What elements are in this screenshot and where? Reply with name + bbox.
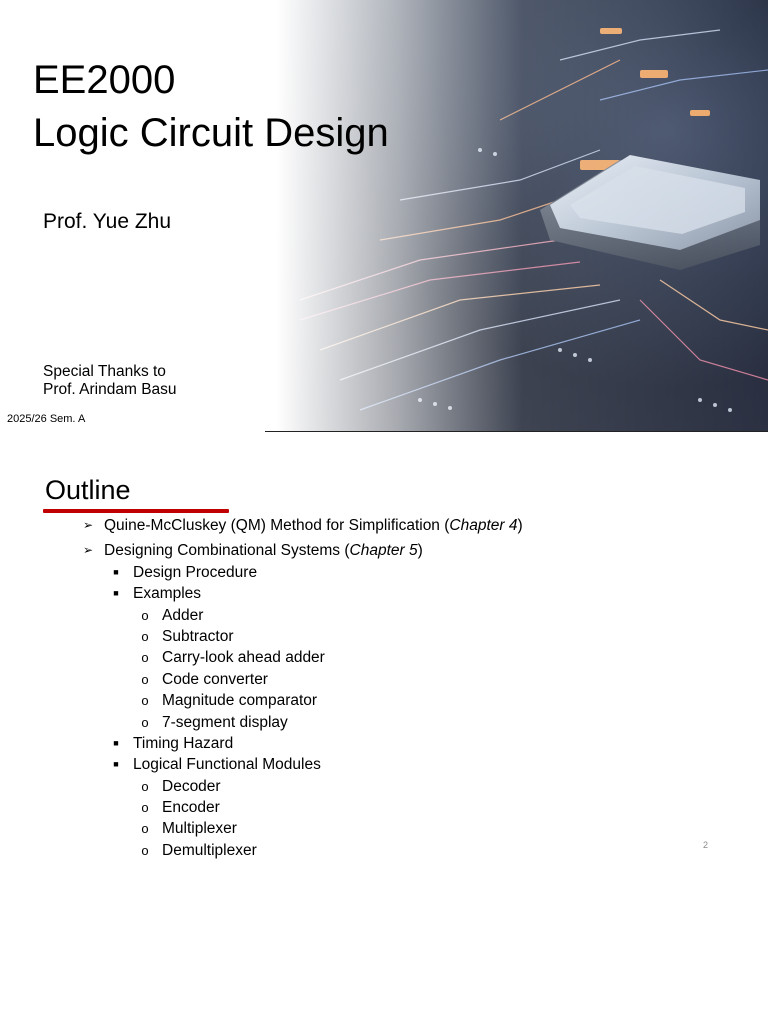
bullet-icon: ➢ [82, 518, 94, 532]
bullet-icon: o [141, 693, 149, 709]
outline-item-text: Carry-look ahead adder [162, 649, 325, 667]
outline-item [0, 647, 700, 668]
bullet-icon: o [141, 778, 149, 794]
course-name: Logic Circuit Design [33, 111, 389, 155]
outline-item [0, 583, 700, 604]
title-underline [43, 509, 229, 513]
acknowledgement [43, 363, 177, 399]
outline-item [0, 818, 700, 839]
outline-item [0, 754, 700, 775]
bullet-icon: ■ [113, 566, 119, 577]
bullet-icon: o [141, 607, 149, 623]
bullet-icon: o [141, 714, 149, 730]
bullet-icon: o [141, 821, 149, 837]
slide-divider [265, 431, 768, 432]
thanks-line-2: Prof. Arindam Basu [43, 381, 177, 398]
outline-item [0, 840, 700, 861]
outline-item-text: 7-segment display [162, 713, 288, 731]
chapter-reference: Chapter 4 [449, 517, 518, 534]
bullet-icon: o [141, 842, 149, 858]
bullet-icon: ■ [113, 759, 119, 770]
bullet-icon: o [141, 800, 149, 816]
outline-item-text: Examples [133, 585, 202, 603]
bullet-icon: ■ [113, 588, 119, 599]
outline-item [0, 605, 700, 626]
outline-item [0, 562, 700, 583]
course-title [33, 54, 389, 160]
outline-item-text: Code converter [162, 670, 268, 688]
outline-item-text: Designing Combinational Systems (Chapter 5) [104, 542, 423, 560]
outline-item [0, 515, 700, 536]
outline-item-text: Magnitude comparator [162, 692, 318, 710]
outline-item-text: Decoder [162, 777, 221, 795]
outline-list [0, 515, 700, 861]
chapter-reference: Chapter 5 [349, 542, 418, 560]
semester-label: 2025/26 Sem. A [7, 413, 86, 425]
outline-item-text: Demultiplexer [162, 841, 257, 859]
outline-item [0, 690, 700, 711]
outline-item-text: Encoder [162, 799, 220, 817]
bullet-icon: ■ [113, 737, 119, 748]
outline-slide [0, 433, 768, 1024]
outline-item [0, 733, 700, 754]
outline-item [0, 626, 700, 647]
outline-item [0, 712, 700, 733]
outline-title: Outline [45, 475, 131, 505]
thanks-line-1: Special Thanks to [43, 363, 166, 380]
bullet-icon: ➢ [82, 543, 94, 558]
page-number: 2 [703, 840, 709, 850]
outline-item-text: Design Procedure [133, 563, 258, 581]
author-name: Prof. Yue Zhu [43, 210, 172, 233]
outline-item [0, 669, 700, 690]
bullet-icon: o [141, 671, 149, 687]
outline-item [0, 797, 700, 818]
outline-item-text: Subtractor [162, 627, 234, 645]
outline-item-text: Timing Hazard [133, 734, 234, 752]
outline-item-text: Logical Functional Modules [133, 756, 321, 774]
bullet-icon: o [141, 628, 149, 644]
course-code: EE2000 [33, 58, 176, 102]
outline-item [0, 540, 700, 561]
title-slide [0, 0, 768, 432]
outline-item-text: Quine-McCluskey (QM) Method for Simplification (Chapter 4) [104, 517, 523, 534]
outline-item [0, 776, 700, 797]
outline-item-text: Multiplexer [162, 820, 237, 838]
bullet-icon: o [141, 650, 149, 666]
outline-item-text: Adder [162, 606, 204, 624]
